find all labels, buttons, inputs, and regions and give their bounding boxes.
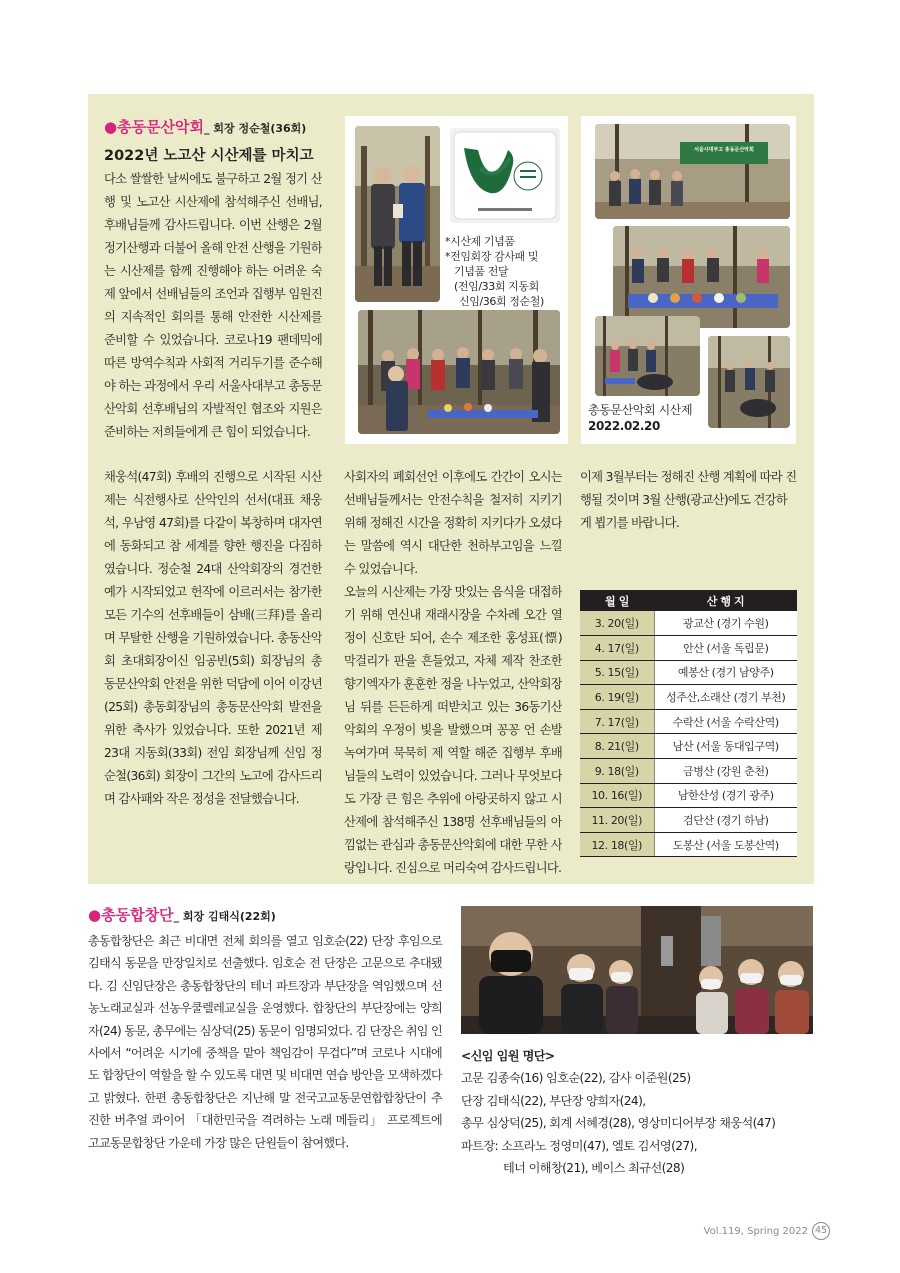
date-cell: 3. 20(일) [580, 611, 654, 636]
roster-line: 테너 이해창(21), 베이스 최규선(28) [503, 1161, 685, 1176]
table-row [580, 660, 797, 685]
paragraph: 오늘의 시산제는 가장 맛있는 음식을 대접하기 위해 연신내 재래시장을 수차례 오간 열정이 신호탄 되어, 손수 제조한 홍성표(慓) 막걸리가 판을 흔들었고, 자체 제작 찬조한 향기엑자가 훈훈한 정을 나누었고, 산악회장님 뒤를 든든하게 떠받치고 있는 36동기산악회의 우정이 빛을 발했으며 꽁꽁 언 손발 녹여가며 묵묵히 제 역할 해준 집행부 후배님들의 노력이 있었습니다. 그러나 무엇보다도 가장 큰 힘은 추위에 아랑곳하지 않고 시산제에 참석해주신 138명 선후배님들의 아낌없는 관심과 총동문산악회에 대한 무한 사랑입니다. 진심으로 머리숙여 감사드립니다. [344, 585, 562, 874]
article-column-2 [344, 466, 562, 874]
location-cell: 성주산,소래산 (경기 부천) [654, 685, 797, 710]
section1-subtitle: 2022년 노고산 시산제를 마치고 [104, 148, 314, 164]
location-cell: 남한산성 (경기 광주) [654, 783, 797, 808]
location-cell: 안산 (서울 독립문) [654, 636, 797, 661]
paragraph: 다소 쌀쌀한 날씨에도 불구하고 2월 정기 산행 및 노고산 시산제에 참석해주신 선배님, 후배님들께 감사드립니다. 이번 산행은 2월 정기산행과 더불어 올해 안전 산행을 기원하는 시산제를 함께 진행해야 하는 어려운 숙제 앞에서 선배님들의 조언과 집행부 임원진의 지속적인 회의를 통해 안전한 시산제를 준비할 수 있었습니다. 코로나19 팬데믹에 따른 방역수칙과 사회적 거리두기를 준수해야 하는 과정에서 우리 서울사대부고 총동문산악회 선후배님의 자발적인 협조와 지원은 준비하는 저희들에게 큰 힘이 되었습니다. [104, 172, 322, 439]
hiking-schedule-table [580, 590, 797, 857]
date-cell: 10. 16(일) [580, 783, 654, 808]
date-cell: 9. 18(일) [580, 759, 654, 784]
table-row [580, 734, 797, 759]
location-cell: 광교산 (경기 수원) [654, 611, 797, 636]
section1-role: _ 회장 정순철(36회) [204, 122, 307, 135]
commemorative-towel-photo [450, 128, 560, 223]
table-row [580, 636, 797, 661]
roster-line: 고문 김종숙(16) 임호순(22), 감사 이준원(25) [461, 1071, 691, 1086]
choir-dinner-photo [461, 906, 813, 1034]
table-row [580, 759, 797, 784]
location-cell: 예봉산 (경기 남양주) [654, 660, 797, 685]
location-cell: 금병산 (강원 춘천) [654, 759, 797, 784]
group-photo-with-banner [595, 124, 790, 219]
section2-org-name: 총동합창단 [101, 906, 174, 924]
caption-date: 2022.02.20 [588, 419, 660, 433]
location-cell: 검단산 (경기 하남) [654, 808, 797, 833]
date-cell: 5. 15(일) [580, 660, 654, 685]
bowing-participants-photo [595, 316, 700, 396]
roster-line: 총무 심상덕(25), 회계 서혜경(28), 영상미디어부장 채웅석(47) [461, 1116, 776, 1131]
caption-line: 기념품 전달 [454, 265, 509, 278]
date-cell: 4. 17(일) [580, 636, 654, 661]
header-location: 산 행 지 [654, 590, 797, 611]
article-column-3 [580, 466, 798, 586]
section2-bullet: ● [88, 906, 102, 924]
section2-header [88, 904, 276, 925]
article-column-1-bottom [104, 466, 322, 874]
section2-role: _ 회장 김태식(22회) [173, 910, 276, 923]
table-row [580, 709, 797, 734]
ceremony-caption [588, 402, 788, 434]
date-cell: 8. 21(일) [580, 734, 654, 759]
header-date: 월 일 [580, 590, 654, 611]
table-row [580, 685, 797, 710]
location-cell: 남산 (서울 동대입구역) [654, 734, 797, 759]
date-cell: 11. 20(일) [580, 808, 654, 833]
choir-article-body: 총동합창단은 최근 비대면 전체 회의를 열고 임호순(22) 단장 후임으로 김태식 동문을 만장일치로 선출했다. 임호순 전 단장은 고문으로 추대됐다. 김 신임단장은 총동합창단의 테너 파트장과 부단장을 역임했으며 선농노래교실과 선농우쿨렐레교실을 운영했다. 합창단의 부단장에는 양희자(24) 동문, 총무에는 심상덕(25) 동문이 임명되었다. 김 단장은 취임 인사에서 “어려운 시기에 중책을 맡아 책임감이 무겁다”며 코로나 시대에도 합창단이 역할을 할 수 있도록 대면 및 비대면 연습 방안을 모색하겠다고 밝혔다. 한편 총동합창단은 지난해 말 전국고교동문연합합창단이 추진한 버추얼 콰이어 「대한민국을 격려하는 노래 메들리」 프로젝트에 고교동문합창단 가운데 가장 많은 단원들이 참여했다. [88, 934, 442, 1150]
caption-line: 신임/36회 정순철) [459, 295, 544, 308]
section1-header [104, 116, 306, 137]
page-number: 45 [812, 1222, 830, 1240]
roster-line: 파트장: 소프라노 정영미(47), 엘토 김서영(27), [461, 1138, 697, 1153]
paragraph: 채웅석(47회) 후배의 진행으로 시작된 시산제는 식전행사로 산악인의 선서(대표 채웅석, 우남영 47회)를 다같이 복창하며 대자연에 동화되고 참 세계를 향한 행진을 다짐하였습니다. 정순철 24대 산악회장의 경건한 예가 시작되었고 헌작에 이르러서는 참가한 모든 기수의 선후배들이 삼배(三拜)를 올리며 무탈한 산행을 기원하였습니다. 총동산악회 초대회장이신 임공빈(5회) 회장님의 총동문산악회 안전을 위한 덕담에 이어 이강년(25회) 총동회장님의 총동문산악회 발전을 위한 축사가 있었습니다. 또한 2021년 제23대 지동회(33회) 전임 회장님께 신임 정순철(36회) 회장이 그간의 노고에 감사드리며 감사패와 작은 정성을 전달했습니다. [104, 470, 322, 806]
caption-line: *전임회장 감사패 및 [445, 250, 539, 263]
caption-line: *시산제 기념품 [445, 235, 515, 248]
date-cell: 7. 17(일) [580, 709, 654, 734]
date-cell: 12. 18(일) [580, 832, 654, 857]
new-officers-roster [461, 1045, 806, 1179]
paragraph: 사회자의 폐회선언 이후에도 간간이 오시는 선배님들께서는 안전수칙을 철저히 지키기 위해 정해진 시간을 정확히 지키다가 오셨다는 말씀에 역시 대단한 천하부고임을 느낄 수 있었습니다. [344, 470, 562, 576]
caption-title: 총동문산악회 시산제 [588, 403, 693, 417]
location-cell: 도봉산 (서울 도봉산역) [654, 832, 797, 857]
page-footer [704, 1222, 830, 1240]
paragraph: 이제 3월부터는 정해진 산행 계획에 따라 진행될 것이며 3월 산행(광교산)에도 건강하게 뵙기를 바랍니다. [580, 470, 797, 530]
memorabilia-caption [445, 234, 570, 309]
issue-label: Vol.119, Spring 2022 [703, 1225, 808, 1237]
article-column-1-top [104, 168, 322, 466]
banner-text: 서울사대부고 총동문산악회 [694, 147, 754, 153]
table-header-row [580, 590, 797, 611]
section1-bullet: ● [104, 118, 118, 136]
roster-title: <신임 임원 명단> [461, 1049, 555, 1063]
location-cell: 수락산 (서울 수락산역) [654, 709, 797, 734]
date-cell: 6. 19(일) [580, 685, 654, 710]
table-row [580, 808, 797, 833]
plaque-presentation-photo [355, 126, 440, 302]
table-row [580, 832, 797, 857]
roster-line: 단장 김태식(22), 부단장 양희자(24), [461, 1093, 646, 1108]
memorial-table-photo [613, 226, 790, 328]
caption-line: (전임/33회 지동회 [454, 280, 539, 293]
table-row [580, 783, 797, 808]
table-row [580, 611, 797, 636]
ceremony-crowd-photo [358, 310, 560, 434]
section1-org-name: 총동문산악회 [117, 118, 205, 136]
